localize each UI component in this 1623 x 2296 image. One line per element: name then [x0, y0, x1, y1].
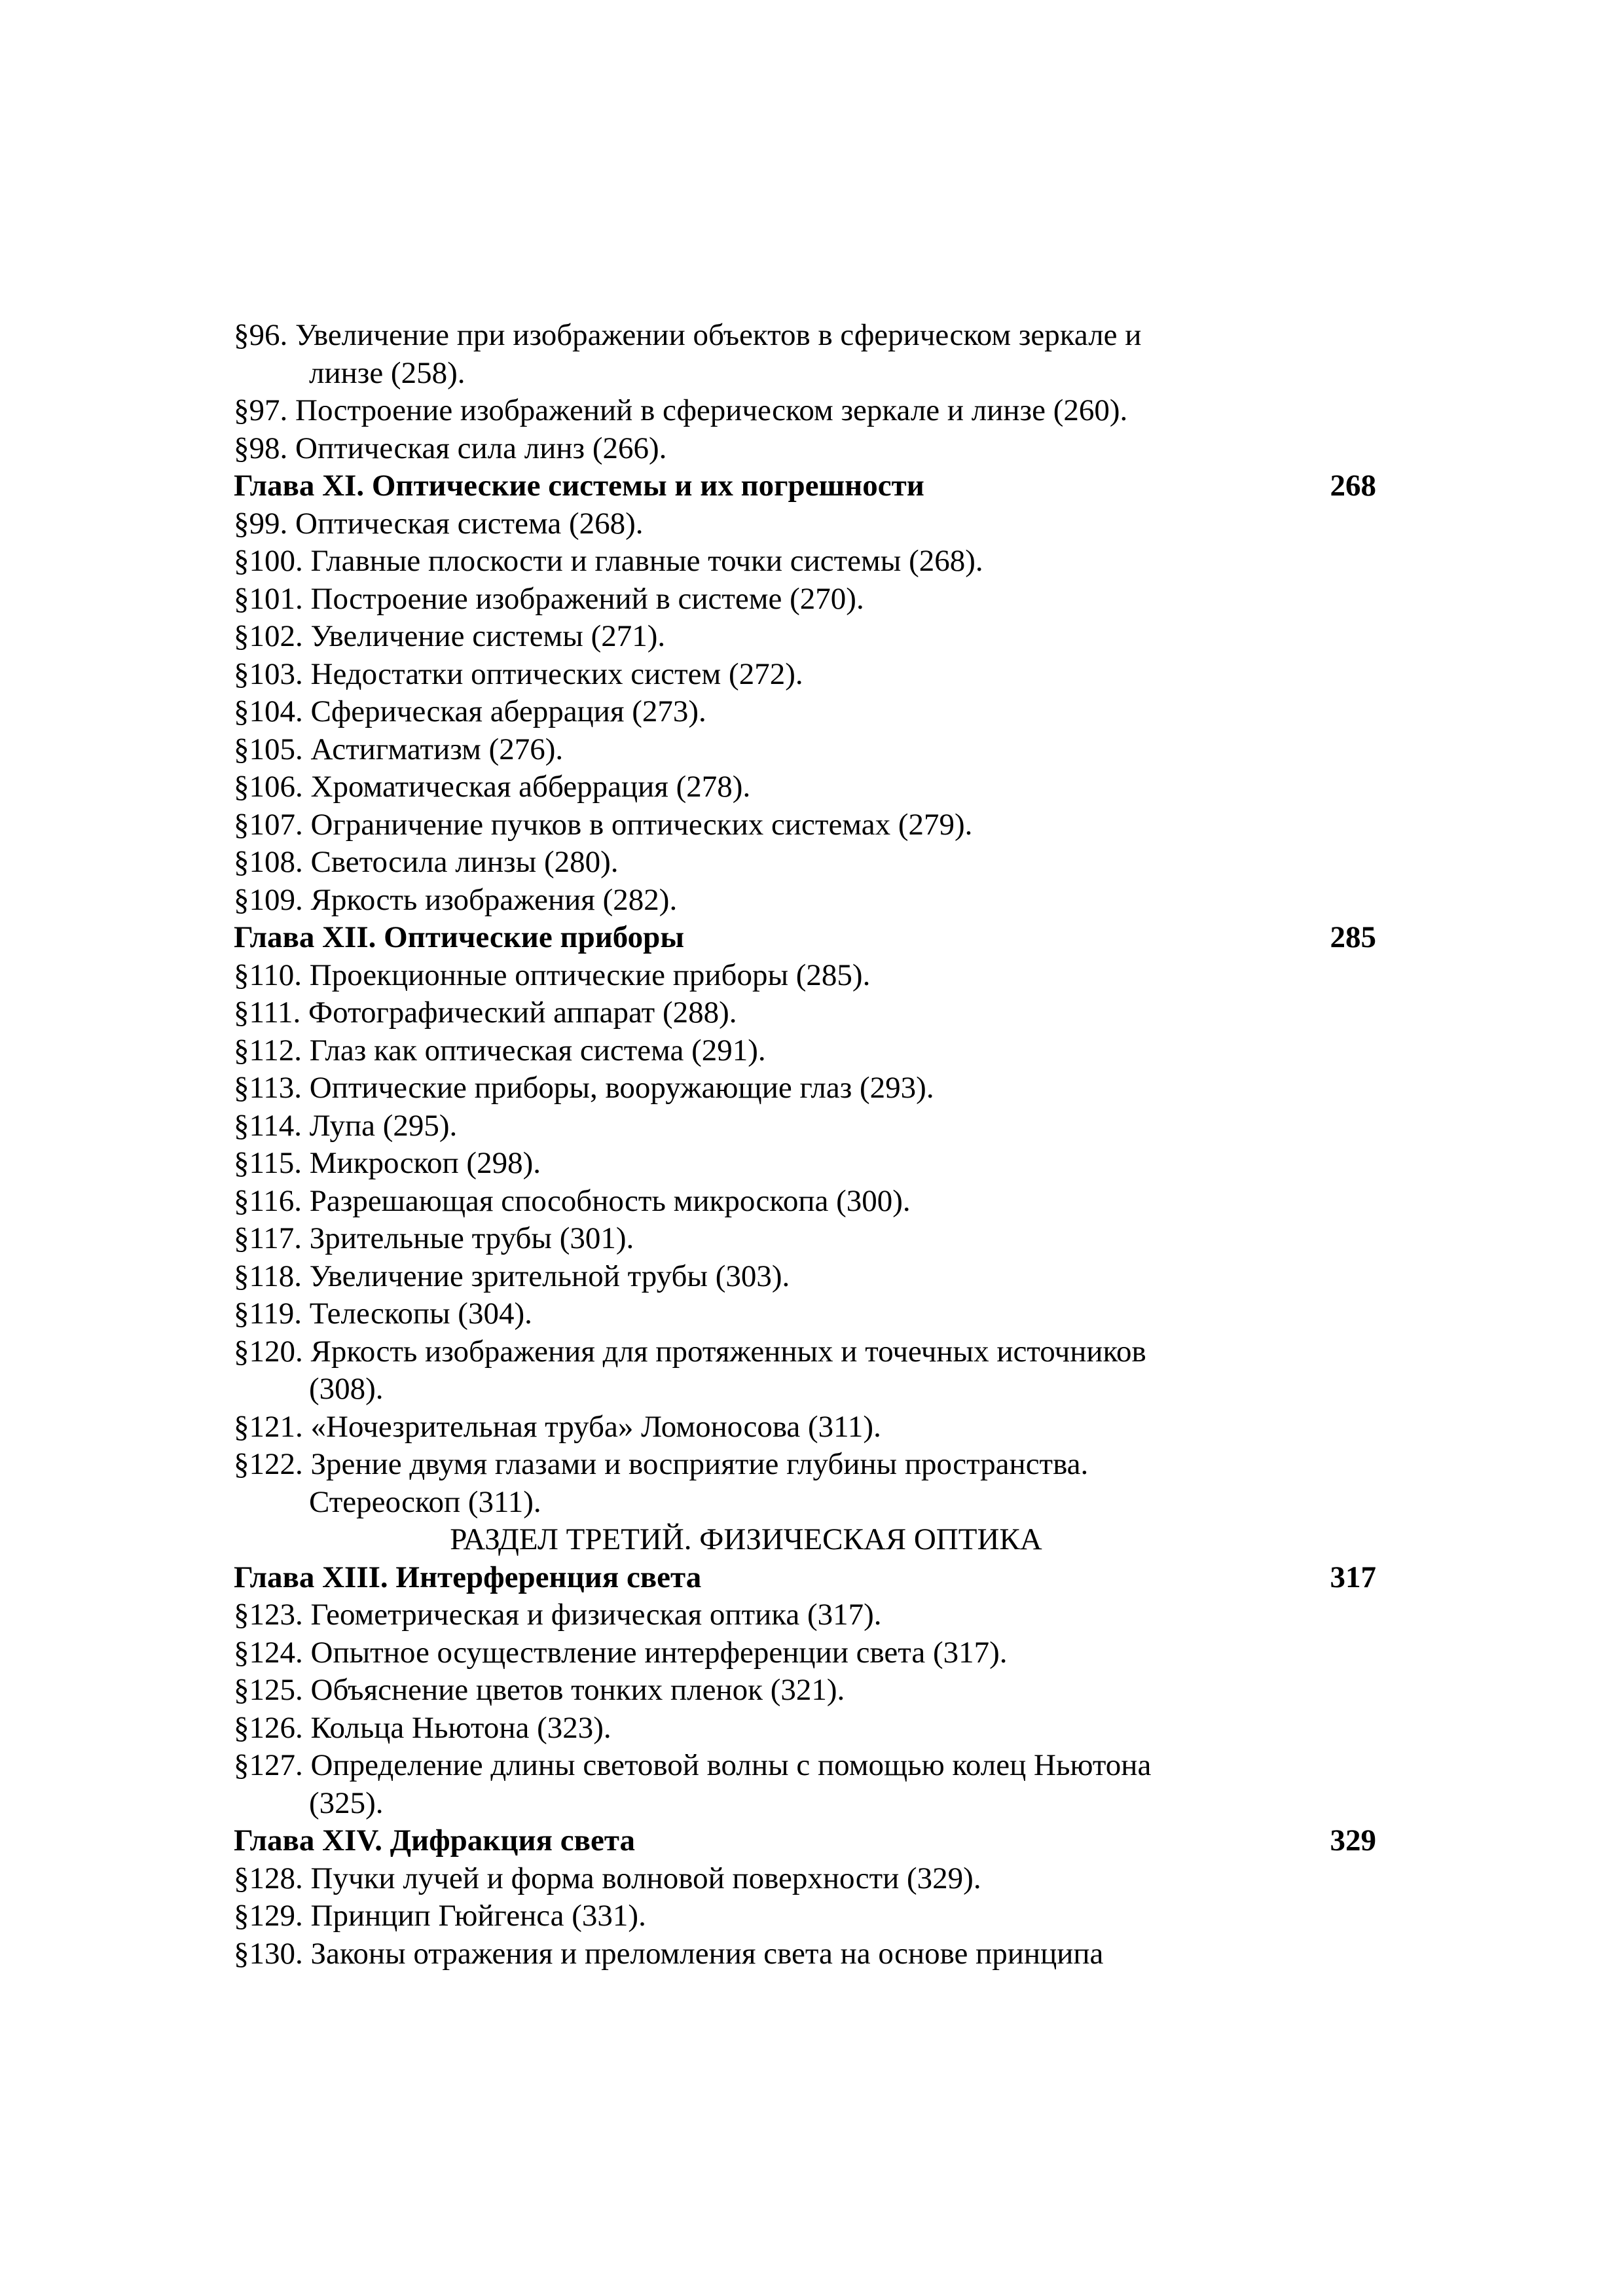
toc-section-entry: §129. Принцип Гюйгенса (331).: [234, 1899, 646, 1933]
toc-section-entry: §118. Увеличение зрительной трубы (303).: [234, 1259, 790, 1293]
toc-section-entry: §103. Недостатки оптических систем (272).: [234, 656, 803, 691]
toc-section-entry: §105. Астигматизм (276).: [234, 732, 564, 766]
toc-section-entry: §117. Зрительные трубы (301).: [234, 1221, 634, 1255]
toc-section-entry: §122. Зрение двумя глазами и восприятие глубины пространства.: [234, 1447, 1089, 1481]
toc-chapter-heading: [234, 467, 1376, 505]
toc-section-entry: §126. Кольца Ньютона (323).: [234, 1710, 611, 1745]
chapter-title: Глава XI. Оптические системы и их погрешности: [234, 469, 924, 503]
toc-section-entry: §97. Построение изображений в сферическом зеркале и линзе (260).: [234, 393, 1128, 427]
chapter-title: Глава XIV. Дифракция света: [234, 1823, 635, 1857]
toc-part-heading: РАЗДЕЛ ТРЕТИЙ. ФИЗИЧЕСКАЯ ОПТИКА: [450, 1522, 1042, 1556]
toc-section-entry: §128. Пучки лучей и форма волновой поверхности (329).: [234, 1861, 981, 1895]
chapter-title: Глава XII. Оптические приборы: [234, 920, 685, 954]
chapter-page-number: 268: [1330, 469, 1376, 503]
toc-section-continuation: (308).: [309, 1372, 384, 1406]
chapter-title: Глава XIII. Интерференция света: [234, 1560, 702, 1594]
toc-section-entry: §110. Проекционные оптические приборы (285).: [234, 958, 871, 992]
toc-section-entry: §104. Сферическая аберрация (273).: [234, 694, 706, 728]
chapter-page-number: 285: [1330, 920, 1376, 954]
toc-chapter-heading: [234, 1559, 1376, 1597]
toc-section-entry: §119. Телескопы (304).: [234, 1297, 532, 1331]
toc-section-entry: §107. Ограничение пучков в оптических системах (279).: [234, 807, 973, 842]
toc-section-continuation: Стереоскоп (311).: [309, 1484, 541, 1519]
toc-section-entry: §112. Глаз как оптическая система (291).: [234, 1033, 766, 1067]
toc-section-entry: §109. Яркость изображения (282).: [234, 882, 678, 917]
toc-section-entry: §111. Фотографический аппарат (288).: [234, 996, 737, 1030]
toc-section-entry: §121. «Ночезрительная труба» Ломоносова (311).: [234, 1409, 881, 1444]
toc-section-entry: §125. Объяснение цветов тонких пленок (321).: [234, 1673, 845, 1707]
toc-section-continuation: (325).: [309, 1785, 384, 1820]
toc-section-entry: §130. Законы отражения и преломления света на основе принципа: [234, 1936, 1104, 1971]
toc-section-entry: §100. Главные плоскости и главные точки системы (268).: [234, 544, 983, 578]
toc-section-entry: §98. Оптическая сила линз (266).: [234, 431, 667, 465]
toc-section-entry: §99. Оптическая система (268).: [234, 506, 644, 541]
toc-section-entry: §115. Микроскоп (298).: [234, 1146, 541, 1180]
toc-chapter-heading: [234, 1822, 1376, 1860]
toc-section-entry: §124. Опытное осуществление интерференции света (317).: [234, 1635, 1008, 1670]
toc-section-entry: §96. Увеличение при изображении объектов в сферическом зеркале и: [234, 318, 1142, 352]
toc-section-entry: §113. Оптические приборы, вооружающие глаз (293).: [234, 1071, 934, 1105]
toc-section-continuation: линзе (258).: [309, 355, 465, 390]
toc-chapter-heading: [234, 919, 1376, 957]
toc-section-entry: §123. Геометрическая и физическая оптика (317).: [234, 1598, 882, 1632]
toc-section-entry: §116. Разрешающая способность микроскопа (300).: [234, 1183, 911, 1218]
chapter-page-number: 317: [1330, 1560, 1376, 1594]
table-of-contents: [234, 317, 1376, 1973]
toc-section-entry: §102. Увеличение системы (271).: [234, 619, 666, 653]
toc-section-entry: §120. Яркость изображения для протяженных и точечных источников: [234, 1334, 1146, 1369]
toc-section-entry: §127. Определение длины световой волны с помощью колец Ньютона: [234, 1748, 1152, 1782]
toc-section-entry: §106. Хроматическая абберрация (278).: [234, 770, 751, 804]
toc-section-entry: §101. Построение изображений в системе (270).: [234, 581, 864, 616]
toc-section-entry: §108. Светосила линзы (280).: [234, 845, 619, 879]
toc-section-entry: §114. Лупа (295).: [234, 1108, 458, 1143]
chapter-page-number: 329: [1330, 1823, 1376, 1857]
